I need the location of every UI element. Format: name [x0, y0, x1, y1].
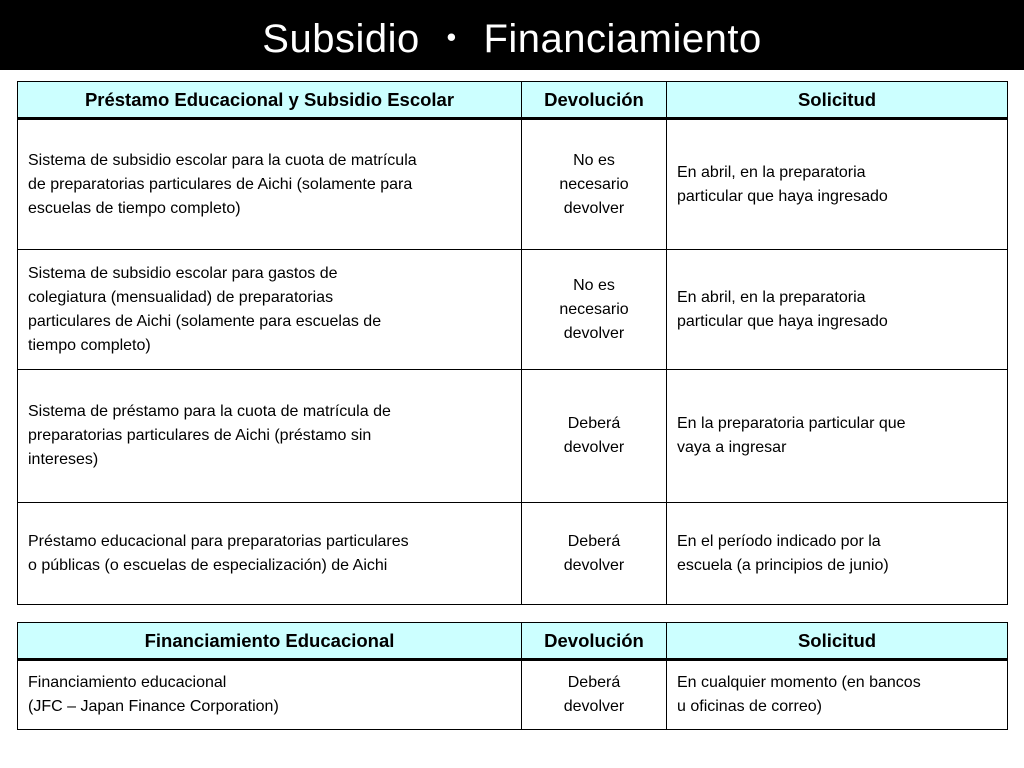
header-application: Solicitud: [667, 82, 1008, 119]
application-value: En el período indicado por la escuela (a principios de junio): [667, 503, 1008, 605]
financing-table: [17, 622, 1008, 730]
program-description: Sistema de subsidio escolar para la cuota de matrícula de preparatorias particulares de Aichi (solamente para escuelas de tiempo completo): [18, 119, 522, 250]
slide-title-text: Subsidio ・ Financiamiento: [262, 16, 762, 61]
slide-title: [0, 0, 1024, 70]
table-header-row: [18, 82, 1008, 119]
program-description: Financiamiento educacional (JFC – Japan Finance Corporation): [18, 660, 522, 730]
repayment-value: No es necesario devolver: [522, 250, 667, 370]
application-value: En abril, en la preparatoria particular que haya ingresado: [667, 250, 1008, 370]
program-description: Sistema de préstamo para la cuota de matrícula de preparatorias particulares de Aichi (préstamo sin intereses): [18, 370, 522, 503]
header-program: Financiamiento Educacional: [18, 623, 522, 660]
header-repayment: Devolución: [522, 82, 667, 119]
header-application: Solicitud: [667, 623, 1008, 660]
header-program: Préstamo Educacional y Subsidio Escolar: [18, 82, 522, 119]
table-row: [18, 250, 1008, 370]
repayment-value: No es necesario devolver: [522, 119, 667, 250]
header-repayment: Devolución: [522, 623, 667, 660]
application-value: En cualquier momento (en bancos u oficinas de correo): [667, 660, 1008, 730]
subsidy-loan-table: [17, 81, 1008, 605]
table-header-row: [18, 623, 1008, 660]
table-row: [18, 660, 1008, 730]
application-value: En abril, en la preparatoria particular que haya ingresado: [667, 119, 1008, 250]
repayment-value: Deberá devolver: [522, 370, 667, 503]
program-description: Préstamo educacional para preparatorias particulares o públicas (o escuelas de especialización) de Aichi: [18, 503, 522, 605]
application-value: En la preparatoria particular que vaya a ingresar: [667, 370, 1008, 503]
table-row: [18, 370, 1008, 503]
repayment-value: Deberá devolver: [522, 660, 667, 730]
table-row: [18, 119, 1008, 250]
repayment-value: Deberá devolver: [522, 503, 667, 605]
table-row: [18, 503, 1008, 605]
program-description: Sistema de subsidio escolar para gastos de colegiatura (mensualidad) de preparatorias particulares de Aichi (solamente para escuelas de tiempo completo): [18, 250, 522, 370]
